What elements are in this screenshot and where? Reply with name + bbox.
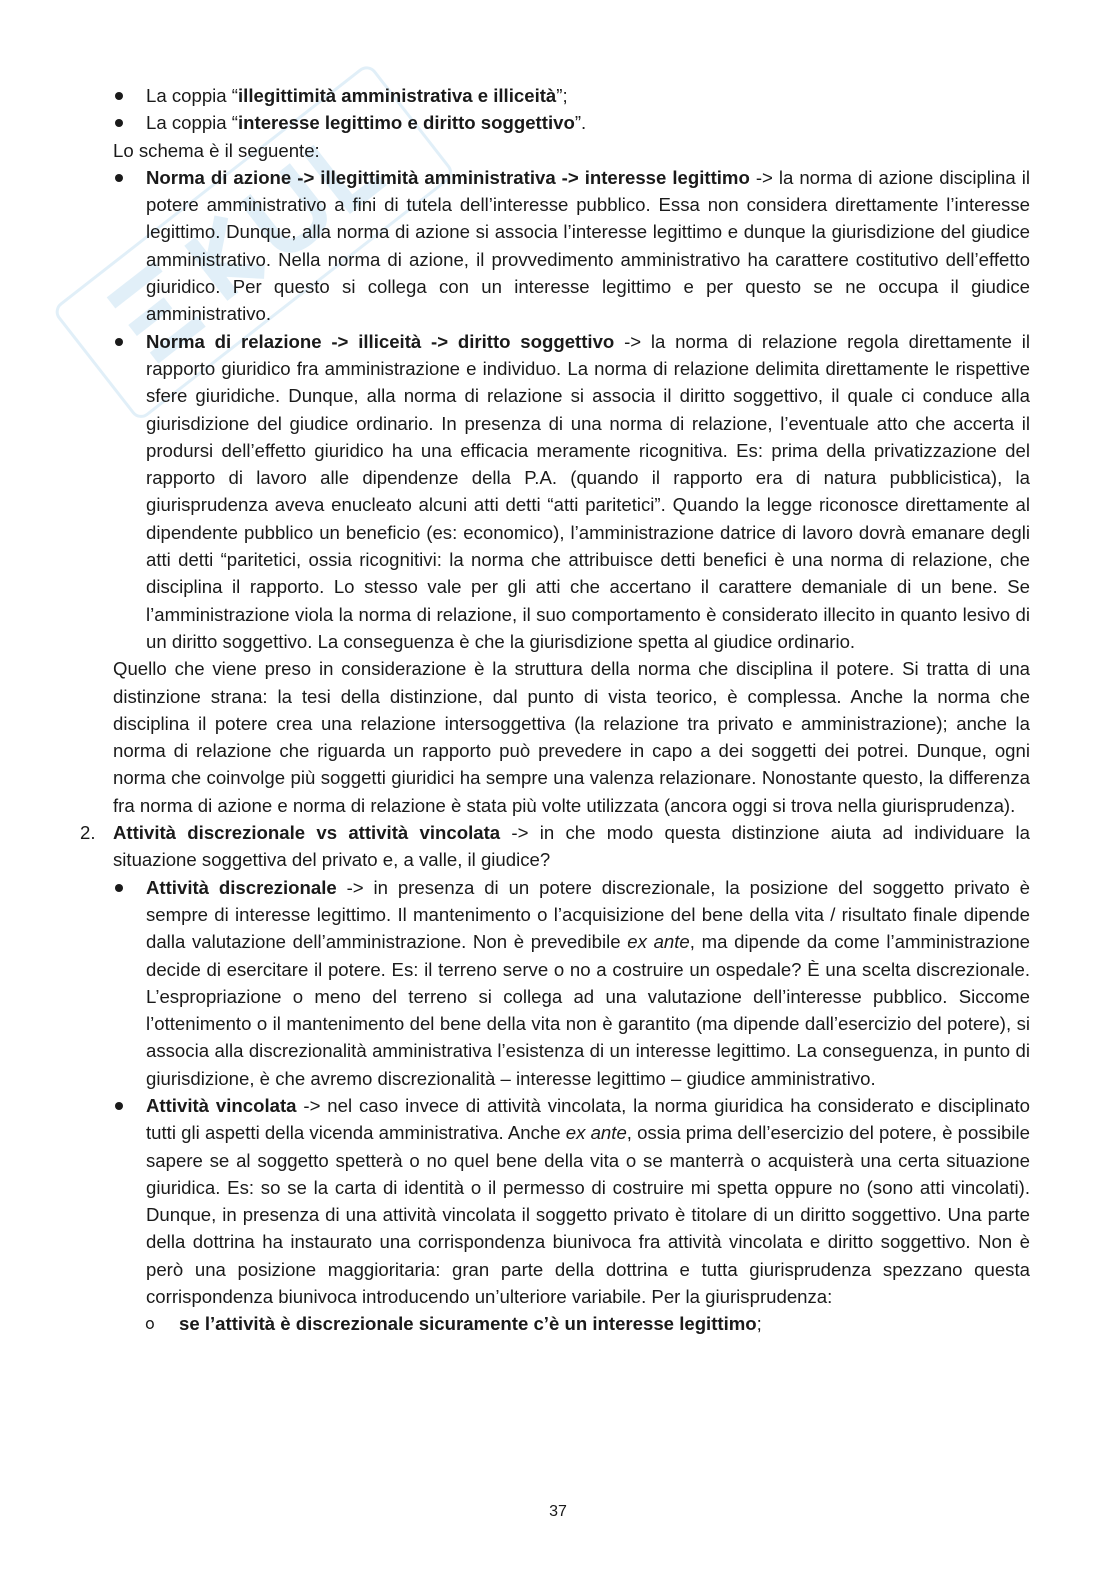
bullet-icon — [115, 174, 123, 182]
bullet-icon — [115, 884, 123, 892]
text: ”. — [574, 112, 587, 134]
bullet-item — [113, 164, 1030, 328]
bold-text: Attività discrezionale vs attività vincolata — [113, 822, 501, 844]
sub-bullet-item — [113, 1310, 1030, 1337]
bullet-icon — [115, 338, 123, 346]
text: -> la norma di azione disciplina il potere amministrativo a fini di tutela dell’interesse pubblico. Essa non considera direttamente l’interesse legittimo. Dunque, alla norma di azione si associa l’interesse legittimo e dunque la giurisdizione del giudice amministrativo. Nella norma di azione, il provvedimento amministrativo ha carattere costitutivo dell’effetto giuridico. Per questo si collega con un interesse legittimo e per questo se ne occupa il giudice amministrativo. — [146, 166, 1030, 325]
bold-text: se l’attività è discrezionale sicuramente c’è un interesse legittimo — [179, 1313, 757, 1335]
bullet-item — [113, 328, 1030, 656]
bullet-icon — [115, 92, 123, 100]
italic-text: ex ante — [565, 1122, 627, 1144]
text: -> la norma di relazione regola direttamente il rapporto giuridico fra amministrazione e individuo. La norma di relazione delimita direttamente le rispettive sfere giuridiche. Dunque, alla norma di relazione si associa il diritto soggettivo, il quale ci conduce alla giurisdizione del giudice ordinario. In presenza di una norma di relazione, l’eventuale atto che accerta il prodursi dell’effetto giuridico ha una efficacia meramente ricognitiva. Es: prima della privatizzazione del rapporto di lavoro alle dipendenze della P.A. (quando il rapporto era di natura pubblicistica), la giurisprudenza aveva enucleato alcuni atti detti “atti paritetici”. Quando la legge riconosce direttamente al dipendente pubblico un beneficio (es: economico), l’amministrazione datrice di lavoro dovrà emanare degli atti detti “paritetici, ossia ricognitivi: la norma che attribuisce detti benefici è una norma di relazione, che disciplina il rapporto. Lo stesso vale per gli atti che accertano il carattere demaniale di un bene. Se l’amministrazione viola la norma di relazione, il suo comportamento è considerato illecito in quanto lesivo di un diritto soggettivo. La conseguenza è che la giurisdizione spetta al giudice ordinario. — [146, 330, 1030, 652]
text: , ossia prima dell’esercizio del potere, è possibile sapere se al soggetto spetterà o no quel bene della vita o se manterrà o acquisterà una certa situazione giuridica. Es: so se la carta di identità o il permesso di costruire mi spetta oppure no (sono atti vincolati). Dunque, in presenza di una attività vincolata il soggetto privato è titolare di un diritto soggettivo. Una parte della dottrina ha instaurato una corrispondenza biunivoca fra attività vincolata e diritto soggettivo. Non è però una posizione maggioritaria: gran parte della dottrina e tutta giurisprudenza spezzano questa corrispondenza biunivoca introducendo un’ulteriore variabile. Per la giurisprudenza: — [146, 1122, 1030, 1308]
text: -> in presenza di un potere discrezionale, la posizione del soggetto privato è sempre di interesse legittimo. Il mantenimento o l’acquisizione del bene della vita / risultato finale dipende dalla valutazione dell’amministrazione. Non è prevedibile — [146, 876, 1030, 953]
bold-text: Norma di azione -> illegittimità amministrativa -> interesse legittimo — [146, 166, 750, 188]
document-body — [80, 82, 1030, 1338]
bullet-item — [113, 874, 1030, 1092]
text: ”; — [556, 85, 568, 106]
text: , ma dipende da come l’amministrazione decide di esercitare il potere. Es: il terreno serve o no a costruire un ospedale? È una scelta discrezionale. L’espropriazione o meno del terreno si collega ad una valutazione dell’interesse pubblico. Siccome l’ottenimento o il mantenimento del bene della vita non è garantito (ma dipende dall’esercizio del potere), si associa alla discrezionalità amministrativa l’esistenza di un interesse legittimo. La conseguenza, in punto di giurisdizione, è che avremo discrezionalità – interesse legittimo – giudice amministrativo. — [146, 931, 1030, 1089]
bullet-item — [113, 82, 1030, 109]
list-number: 2. — [80, 822, 96, 844]
paragraph: Lo schema è il seguente: — [113, 139, 320, 161]
text: ; — [756, 1313, 762, 1335]
bold-text: Attività discrezionale — [146, 876, 337, 898]
bullet-item — [113, 109, 1030, 136]
bold-text: illegittimità amministrativa e illiceità — [238, 85, 557, 106]
page-number: 37 — [549, 1503, 567, 1520]
text: -> in che modo questa distinzione aiuta ad individuare la situazione soggettiva del privato e, a valle, il giudice? — [113, 822, 1030, 871]
circle-bullet-icon: o — [145, 1314, 155, 1334]
bullet-icon — [115, 119, 123, 127]
text: La coppia “ — [146, 112, 238, 134]
italic-text: ex ante — [627, 931, 690, 953]
bold-text: Norma di relazione -> illiceità -> diritto soggettivo — [146, 330, 615, 352]
bullet-item — [113, 1092, 1030, 1310]
text: -> nel caso invece di attività vincolata, la norma giuridica ha considerato e disciplinato tutti gli aspetti della vicenda amministrativa. Anche — [146, 1094, 1030, 1144]
bold-text: Attività vincolata — [146, 1094, 297, 1116]
text: La coppia “ — [146, 85, 238, 106]
bullet-icon — [115, 1102, 123, 1110]
numbered-item — [80, 819, 1030, 874]
bold-text: interesse legittimo e diritto soggettivo — [238, 112, 575, 134]
paragraph: Quello che viene preso in considerazione è la struttura della norma che disciplina il potere. Si tratta di una distinzione strana: la tesi della distinzione, dal punto di vista teorico, è complessa. Anche la norma che disciplina il potere crea una relazione intersoggettiva (la relazione tra privato e amministrazione); anche la norma di relazione che riguarda un rapporto può prevedere in capo a dei soggetti dei potrei. Dunque, ogni norma che coinvolge più soggetti giuridici ha sempre una valenza relazionare. Nonostante questo, la differenza fra norma di azione e norma di relazione è stata più volte utilizzata (ancora oggi si trova nella giurisprudenza). — [113, 658, 1030, 816]
